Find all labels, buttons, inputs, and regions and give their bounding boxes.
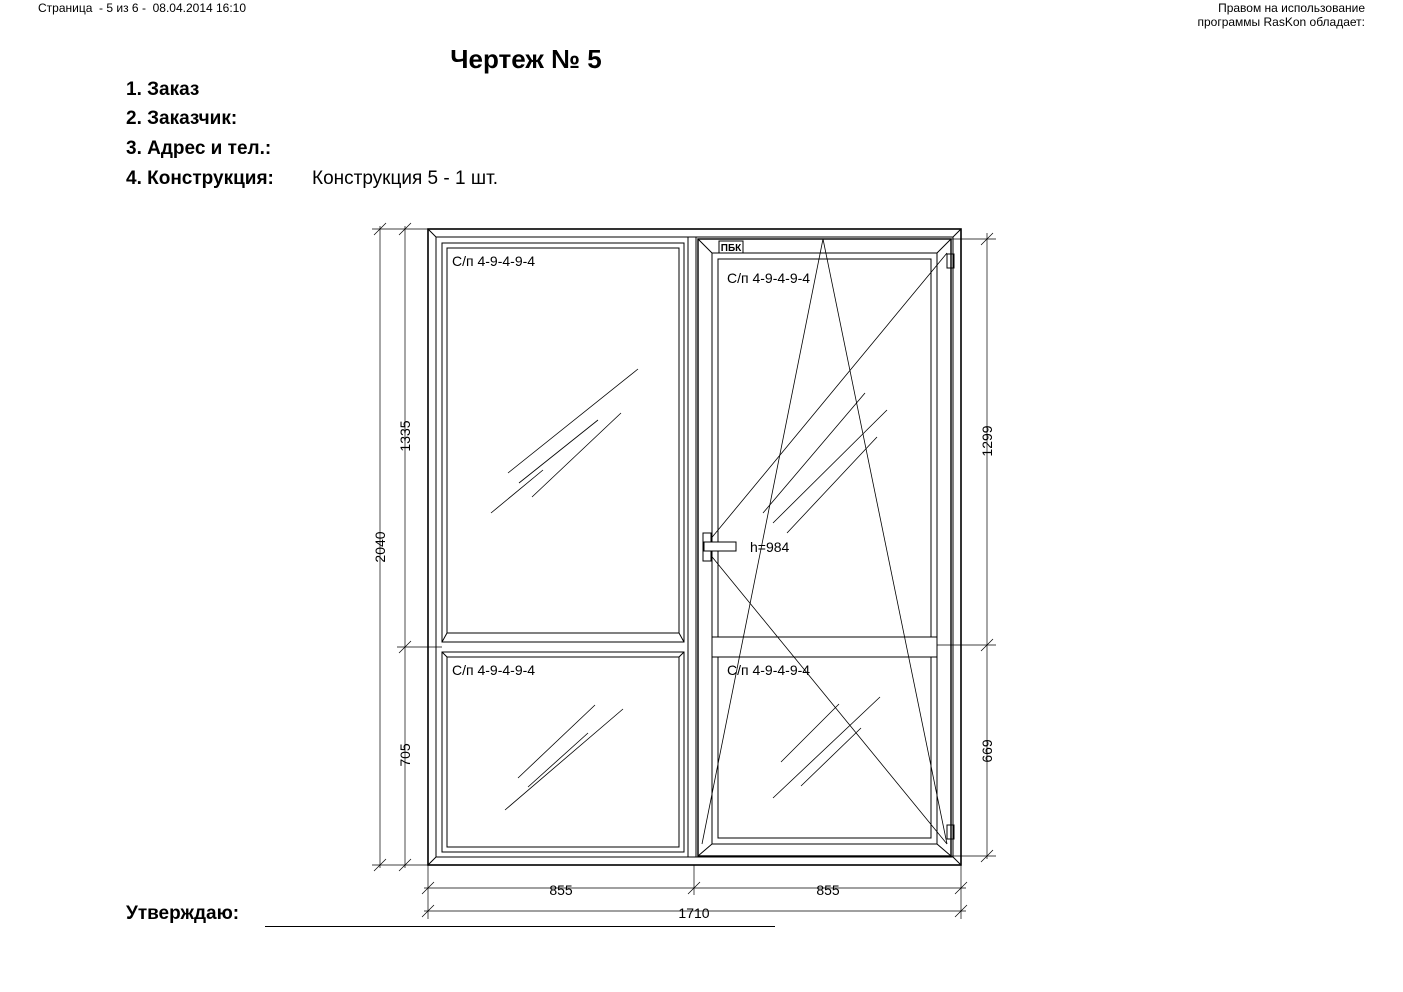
glazing-label-right-lower: С/п 4-9-4-9-4 <box>727 662 811 678</box>
left-lower-bead <box>442 652 684 852</box>
dim-width-right: 855 <box>816 882 840 898</box>
signature-line <box>265 926 775 927</box>
glazing-label-left-lower: С/п 4-9-4-9-4 <box>452 662 536 678</box>
tilt-indicator <box>702 239 947 844</box>
handle-height-label: h=984 <box>750 539 790 555</box>
left-lower-glass <box>447 657 679 847</box>
dim-right-lower: 669 <box>979 739 995 763</box>
glazing-label-left-upper: С/п 4-9-4-9-4 <box>452 253 536 269</box>
door-sash-inner <box>712 253 937 844</box>
field-construction-label: 4. Конструкция: <box>126 168 274 189</box>
door-handle-lever <box>704 542 736 551</box>
dim-left-upper: 1335 <box>397 420 413 452</box>
glazing-label-right-upper: С/п 4-9-4-9-4 <box>727 270 811 286</box>
dim-total-width: 1710 <box>678 905 710 921</box>
left-upper-glass <box>447 248 679 633</box>
rights-line-2: программы RasKon обладает: <box>1197 15 1365 29</box>
turn-indicator <box>704 253 947 844</box>
drawing-title: Чертеж № 5 <box>450 44 602 74</box>
field-construction-value: Конструкция 5 - 1 шт. <box>312 168 498 189</box>
rights-line-1: Правом на использование <box>1218 1 1365 15</box>
outer-frame-inner <box>436 237 953 857</box>
field-customer-label: 2. Заказчик: <box>126 108 238 129</box>
field-address-label: 3. Адрес и тел.: <box>126 138 272 159</box>
glass-hatching <box>491 369 887 810</box>
dim-total-height: 2040 <box>372 531 388 563</box>
hinge-mark: ПБК <box>720 243 742 254</box>
right-lower-glass <box>718 657 931 838</box>
left-upper-bead <box>442 243 684 642</box>
right-upper-glass <box>718 259 931 637</box>
dim-left-lower: 705 <box>397 743 413 767</box>
field-order-label: 1. Заказ <box>126 79 200 100</box>
dim-right-upper: 1299 <box>979 425 995 457</box>
approve-label: Утверждаю: <box>126 903 240 924</box>
outer-frame <box>428 229 961 865</box>
dim-width-left: 855 <box>549 882 573 898</box>
page-info: Страница - 5 из 6 - 08.04.2014 16:10 <box>38 1 247 15</box>
